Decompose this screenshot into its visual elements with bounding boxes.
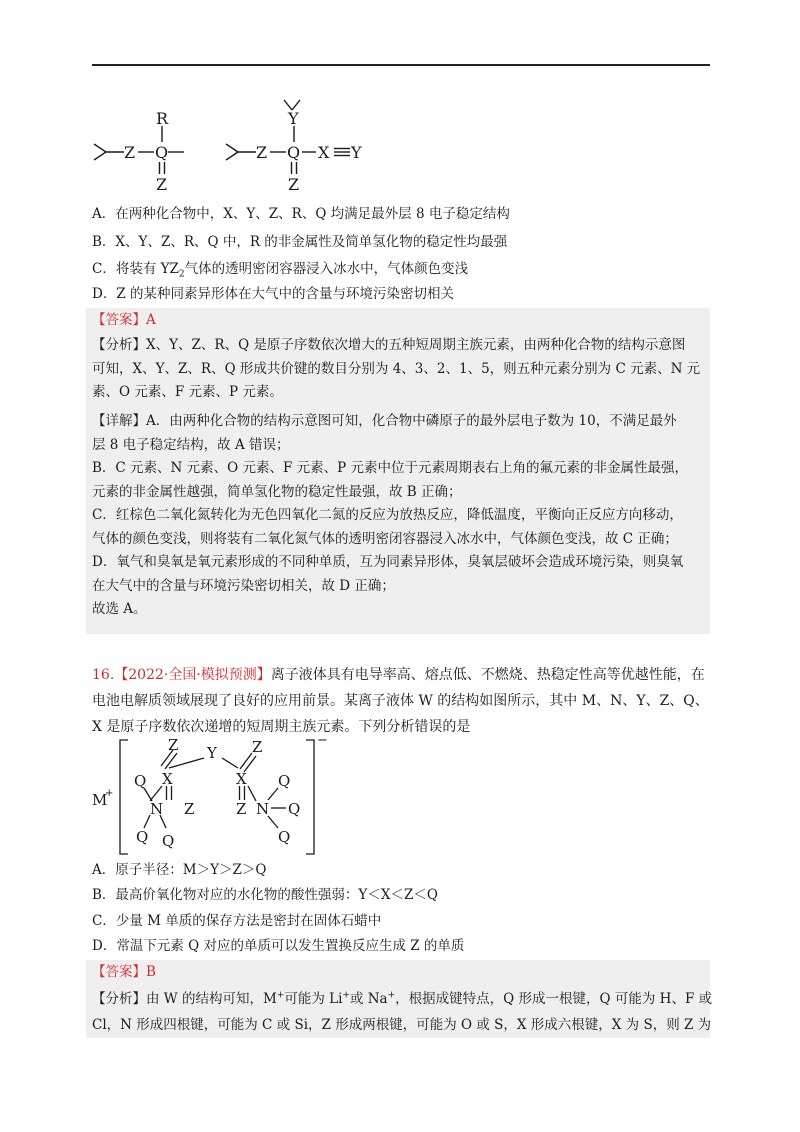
anion-charge: − [317, 736, 328, 748]
atom-Z-top-left: Z [168, 736, 179, 754]
q15-analysis [92, 334, 708, 405]
detail-line-7: D．氧气和臭氧是氧元素形成的不同种单质，互为同素异形体，臭氧层破坏会造成环境污染，则臭氧 [92, 554, 684, 570]
detail-line-8: 在大气中的含量与环境污染密切相关，故 D 正确； [92, 577, 395, 594]
atom-Q-right-top: Q [278, 772, 291, 790]
atom-Q-left-top: Q [134, 772, 147, 790]
atom-Z-bottom-left: Z [184, 800, 195, 818]
plus-sup-1: + [276, 990, 285, 1001]
analysis-q16-line-2: Cl，N 形成四根键，可能为 C 或 Si，Z 形成两根键，可能为 O 或 S，X 形成六根键，X 为 S，则 Z 为 [92, 1017, 712, 1033]
detail-line-1: A．由两种化合物的结构示意图可知，化合物中磷原子的最外层电子数为 10，不满足最外 [146, 413, 677, 429]
analysis-line-1: X、Y、Z、R、Q 是原子序数依次增大的五种短周期主族元素，由两种化合物的结构示意图 [146, 337, 686, 353]
detail-line-5: C．红棕色二氧化氮转化为无色四氧化二氮的反应为放热反应，降低温度，平衡向正反应方向移动， [92, 507, 683, 523]
analysis-line-2: 可知，X、Y、Z、R、Q 形成共价键的数目分别为 4、3、2、1、5，则五种元素分别为 C 元素、N 元 [92, 360, 701, 377]
detail-tag: 【详解】 [92, 413, 146, 429]
struct2-left: Z [256, 143, 268, 162]
analysis-line-3: 素、O 元素、F 元素、P 元素。 [92, 384, 283, 400]
q16-source: 【2022·全国·模拟预测】 [114, 667, 271, 683]
q16-answer [92, 961, 708, 985]
q16-stem [92, 662, 708, 740]
answer-value: A [146, 312, 156, 328]
q15-answer [92, 309, 708, 333]
struct1-bottom: Z [156, 175, 168, 194]
q16-option-d: D．常温下元素 Q 对应的单质可以发生置换反应生成 Z 的单质 [92, 938, 465, 954]
detail-line-9: 故选 A。 [92, 601, 147, 617]
q15-option-b: B．X、Y、Z、R、Q 中，R 的非金属性及简单氢化物的稳定性均最强 [92, 234, 508, 250]
q15-option-c-pre: C．将装有 YZ [92, 261, 179, 277]
atom-X-right: X [236, 770, 247, 788]
plus-sup-3: + [387, 990, 396, 1001]
atom-Q-left-bl: Q [136, 828, 149, 846]
struct1-left: Z [124, 143, 136, 162]
plus-sup-2: + [342, 990, 350, 1001]
detail-line-2: 层 8 电子稳定结构，故 A 错误； [92, 436, 290, 453]
header-rule [92, 64, 710, 66]
q15-option-c-sub: 2 [178, 269, 185, 280]
atom-N-left: N [150, 800, 164, 818]
cation-M: M [92, 791, 108, 809]
q16-number: 16. [92, 667, 115, 683]
structure-diagram-q16 [88, 736, 348, 860]
structure-diagram-q15 [88, 96, 388, 204]
q15-option-d: D．Z 的某种同素异形体在大气中的含量与环境污染密切相关 [92, 286, 454, 302]
answer-value-q16: B [146, 964, 156, 980]
q16-option-a: A．原子半径：M＞Y＞Z＞Q [92, 862, 267, 878]
struct1-top: R [156, 109, 169, 128]
analysis-tag: 【分析】 [92, 337, 146, 353]
q16-line-1: 离子液体具有电导率高、熔点低、不燃烧、热稳定性高等优越性能，在 [270, 667, 705, 683]
answer-tag-q16: 【答案】 [92, 964, 146, 980]
q16-option-c: C．少量 M 单质的保存方法是密封在固体石蜡中 [92, 913, 382, 929]
struct2-top: Y [288, 109, 299, 128]
analysis-q16-part-a: 由 W 的结构可知，M [146, 991, 277, 1007]
q16-option-b: B．最高价氧化物对应的水化物的酸性强弱：Y＜X＜Z＜Q [92, 887, 438, 903]
q16-analysis [92, 986, 713, 1038]
struct2-center: Q [287, 143, 301, 162]
atom-X-left: X [162, 770, 173, 788]
atom-Y: Y [207, 744, 217, 762]
detail-line-3: B．C 元素、N 元素、O 元素、F 元素、P 元素中位于元素周期表右上角的氟元素的非金属性最强， [92, 460, 689, 476]
atom-Q-right-bottom: Q [278, 828, 291, 846]
q15-option-c [92, 259, 468, 279]
q15-option-c-post: 气体的透明密闭容器浸入冰水中，气体颜色变浅 [184, 261, 469, 277]
struct2-right2: Y [351, 143, 362, 162]
q16-line-2: 电池电解质领域展现了良好的应用前景。某离子液体 W 的结构如图所示，其中 M、N、Y、Z、Q、 [92, 693, 709, 709]
q15-option-a: A．在两种化合物中，X、Y、Z、R、Q 均满足最外层 8 电子稳定结构 [92, 206, 510, 222]
atom-N-right: N [256, 800, 270, 818]
cation-charge: + [105, 788, 114, 799]
q16-line-3: X 是原子序数依次递增的短周期主族元素。下列分析错误的是 [92, 719, 471, 735]
detail-line-6: 气体的颜色变浅，则将装有二氧化氮气体的透明密闭容器浸入冰水中，气体颜色变浅，故 C 正确； [92, 530, 678, 547]
atom-Q-right-mid: Q [288, 800, 301, 818]
answer-tag: 【答案】 [92, 312, 146, 328]
q15-detail [92, 410, 708, 622]
struct1-center: Q [155, 143, 169, 162]
analysis-tag-q16: 【分析】 [92, 991, 146, 1007]
atom-Z-bottom-right: Z [236, 800, 247, 818]
detail-line-4: 元素的非金属性越强，简单氢化物的稳定性最强，故 B 正确； [92, 483, 462, 500]
atom-Q-left-br: Q [162, 832, 175, 850]
atom-Z-top-right: Z [252, 738, 263, 756]
struct2-bottom: Z [288, 175, 300, 194]
analysis-q16-part-c: 或 Na [349, 991, 388, 1007]
struct2-right1: X [318, 143, 330, 162]
analysis-q16-part-b: 可能为 Li [284, 991, 343, 1007]
analysis-q16-part-d: ，根据成键特点，Q 形成一根键，Q 可能为 H、F 或 [395, 991, 713, 1007]
